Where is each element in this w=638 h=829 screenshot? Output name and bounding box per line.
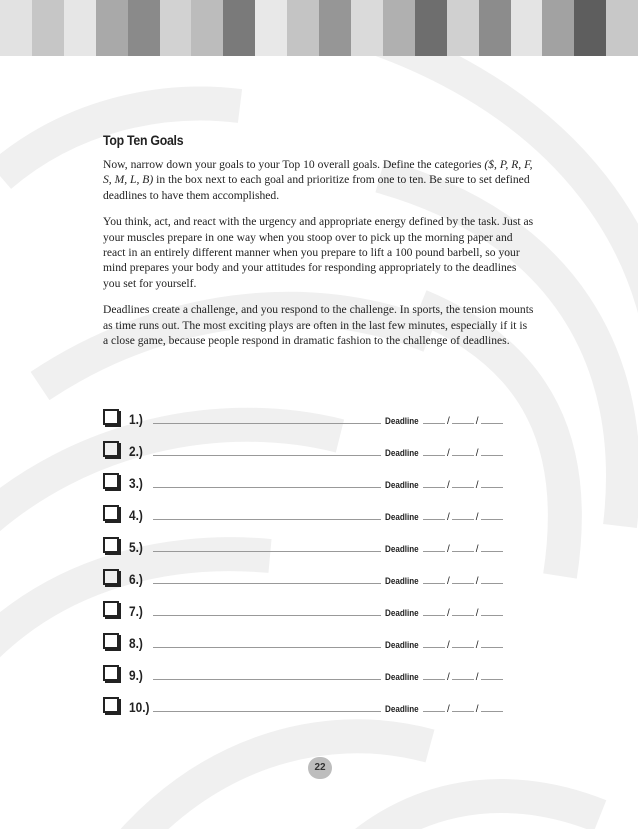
- deadline-month-line[interactable]: [423, 710, 445, 712]
- checkbox-icon[interactable]: [103, 697, 119, 713]
- main-content: [103, 132, 535, 359]
- deadline-day-line[interactable]: [452, 518, 474, 520]
- goal-row: [103, 492, 535, 524]
- header-stripe: [0, 0, 32, 56]
- goal-row: [103, 460, 535, 492]
- header-stripe: [511, 0, 543, 56]
- deadline-label: Deadline: [385, 704, 419, 715]
- deadline-year-line[interactable]: [481, 422, 503, 424]
- checkbox-icon[interactable]: [103, 633, 119, 649]
- goal-number: 4.): [129, 507, 143, 523]
- date-separator: /: [475, 608, 479, 619]
- deadline-month-line[interactable]: [423, 486, 445, 488]
- goal-number: 2.): [129, 443, 143, 459]
- goal-entry-line[interactable]: [153, 518, 381, 520]
- deadline-day-line[interactable]: [452, 550, 474, 552]
- goal-row: [103, 684, 535, 716]
- goal-entry-line[interactable]: [153, 454, 381, 456]
- checkbox-icon[interactable]: [103, 601, 119, 617]
- date-separator: /: [447, 672, 450, 683]
- checkbox-icon[interactable]: [103, 505, 119, 521]
- header-stripe: [32, 0, 64, 56]
- goal-row: [103, 428, 535, 460]
- page-number: 22: [308, 757, 332, 779]
- category-codes: ($, P, R, F, S, M, L, B): [103, 158, 533, 187]
- goal-entry-line[interactable]: [153, 582, 381, 584]
- deadline-year-line[interactable]: [481, 518, 503, 520]
- header-stripe: [319, 0, 351, 56]
- header-stripe: [479, 0, 511, 56]
- date-separator: /: [475, 704, 479, 715]
- deadline-label: Deadline: [385, 672, 419, 683]
- header-stripe: [191, 0, 223, 56]
- deadline-month-line[interactable]: [423, 678, 445, 680]
- deadline-day-line[interactable]: [452, 422, 474, 424]
- header-stripe: [223, 0, 255, 56]
- deadline-year-line[interactable]: [481, 646, 503, 648]
- goal-row: [103, 588, 535, 620]
- deadline-month-line[interactable]: [423, 614, 445, 616]
- header-stripe: [574, 0, 606, 56]
- deadline-month-line[interactable]: [423, 518, 445, 520]
- goal-entry-line[interactable]: [153, 550, 381, 552]
- checkbox-icon[interactable]: [103, 441, 119, 457]
- deadline-year-line[interactable]: [481, 550, 503, 552]
- intro-text-start: Now, narrow down your goals to your Top 10 overall goals. Define the categories: [103, 158, 485, 171]
- header-stripe: [255, 0, 287, 56]
- date-separator: /: [447, 544, 450, 555]
- header-stripe: [415, 0, 447, 56]
- date-separator: /: [447, 608, 450, 619]
- header-stripe: [383, 0, 415, 56]
- goal-entry-line[interactable]: [153, 678, 381, 680]
- deadline-label: Deadline: [385, 640, 419, 651]
- deadline-year-line[interactable]: [481, 486, 503, 488]
- deadline-label: Deadline: [385, 576, 419, 587]
- goal-entry-line[interactable]: [153, 422, 381, 424]
- goal-number: 3.): [129, 475, 143, 491]
- checkbox-icon[interactable]: [103, 409, 119, 425]
- goal-number: 1.): [129, 411, 143, 427]
- goal-entry-line[interactable]: [153, 486, 381, 488]
- urgency-paragraph: You think, act, and react with the urgency and appropriate energy defined by the task. Just as your muscles prepare in one way when you stoop over to pick up the morning paper and react in an entirely different manner when you prepare to lift a 100 pound barbell, so your mind prepares your body and your attitudes for responding appropriately to the deadlines you set for yourself.: [103, 215, 534, 290]
- date-separator: /: [447, 640, 450, 651]
- goal-row: [103, 556, 535, 588]
- checkbox-icon[interactable]: [103, 665, 119, 681]
- date-separator: /: [447, 416, 450, 427]
- deadline-year-line[interactable]: [481, 614, 503, 616]
- intro-paragraph: [103, 157, 535, 203]
- date-separator: /: [447, 576, 450, 587]
- date-separator: /: [447, 704, 450, 715]
- goal-number: 8.): [129, 635, 143, 651]
- deadline-month-line[interactable]: [423, 454, 445, 456]
- goal-entry-line[interactable]: [153, 710, 381, 712]
- deadline-day-line[interactable]: [452, 646, 474, 648]
- header-band: [0, 0, 638, 56]
- section-title: Top Ten Goals: [103, 132, 184, 148]
- deadline-day-line[interactable]: [452, 582, 474, 584]
- date-separator: /: [475, 512, 479, 523]
- goal-row: [103, 396, 535, 428]
- deadline-year-line[interactable]: [481, 454, 503, 456]
- deadline-label: Deadline: [385, 608, 419, 619]
- date-separator: /: [475, 640, 479, 651]
- deadlines-paragraph: Deadlines create a challenge, and you respond to the challenge. In sports, the tension mounts as time runs out. The most exciting plays are often in the last few minutes, especially if it is a close game, because people respond in dramatic fashion to the challenge of deadlines.: [103, 303, 534, 348]
- goal-number: 5.): [129, 539, 143, 555]
- header-stripe: [447, 0, 479, 56]
- header-stripe: [160, 0, 192, 56]
- goal-number: 7.): [129, 603, 143, 619]
- deadline-day-line[interactable]: [452, 454, 474, 456]
- deadline-day-line[interactable]: [452, 710, 474, 712]
- deadline-label: Deadline: [385, 480, 419, 491]
- checkbox-icon[interactable]: [103, 473, 119, 489]
- intro-text-end: in the box next to each goal and prioritize from one to ten. Be sure to set defined deadlines to have them accomplished.: [103, 173, 530, 202]
- goal-number: 6.): [129, 571, 143, 587]
- header-stripe: [64, 0, 96, 56]
- deadline-year-line[interactable]: [481, 678, 503, 680]
- header-stripe: [128, 0, 160, 56]
- date-separator: /: [475, 672, 479, 683]
- date-separator: /: [475, 416, 479, 427]
- date-separator: /: [475, 448, 479, 459]
- header-stripe: [351, 0, 383, 56]
- date-separator: /: [475, 576, 479, 587]
- goals-list: [103, 396, 535, 716]
- goal-entry-line[interactable]: [153, 614, 381, 616]
- deadline-day-line[interactable]: [452, 486, 474, 488]
- header-stripe: [96, 0, 128, 56]
- header-stripe: [287, 0, 319, 56]
- deadline-day-line[interactable]: [452, 614, 474, 616]
- checkbox-icon[interactable]: [103, 569, 119, 585]
- deadline-year-line[interactable]: [481, 710, 503, 712]
- date-separator: /: [475, 480, 479, 491]
- date-separator: /: [475, 544, 479, 555]
- goal-number: 10.): [129, 699, 150, 715]
- deadline-month-line[interactable]: [423, 422, 445, 424]
- deadline-month-line[interactable]: [423, 646, 445, 648]
- date-separator: /: [447, 512, 450, 523]
- header-stripe: [542, 0, 574, 56]
- date-separator: /: [447, 448, 450, 459]
- header-stripe: [606, 0, 638, 56]
- goal-entry-line[interactable]: [153, 646, 381, 648]
- goal-row: [103, 652, 535, 684]
- goal-number: 9.): [129, 667, 143, 683]
- deadline-day-line[interactable]: [452, 678, 474, 680]
- checkbox-icon[interactable]: [103, 537, 119, 553]
- goal-row: [103, 620, 535, 652]
- deadline-label: Deadline: [385, 448, 419, 459]
- date-separator: /: [447, 480, 450, 491]
- goal-row: [103, 524, 535, 556]
- deadline-label: Deadline: [385, 416, 419, 427]
- deadline-label: Deadline: [385, 512, 419, 523]
- deadline-year-line[interactable]: [481, 582, 503, 584]
- deadline-month-line[interactable]: [423, 550, 445, 552]
- deadline-month-line[interactable]: [423, 582, 445, 584]
- deadline-label: Deadline: [385, 544, 419, 555]
